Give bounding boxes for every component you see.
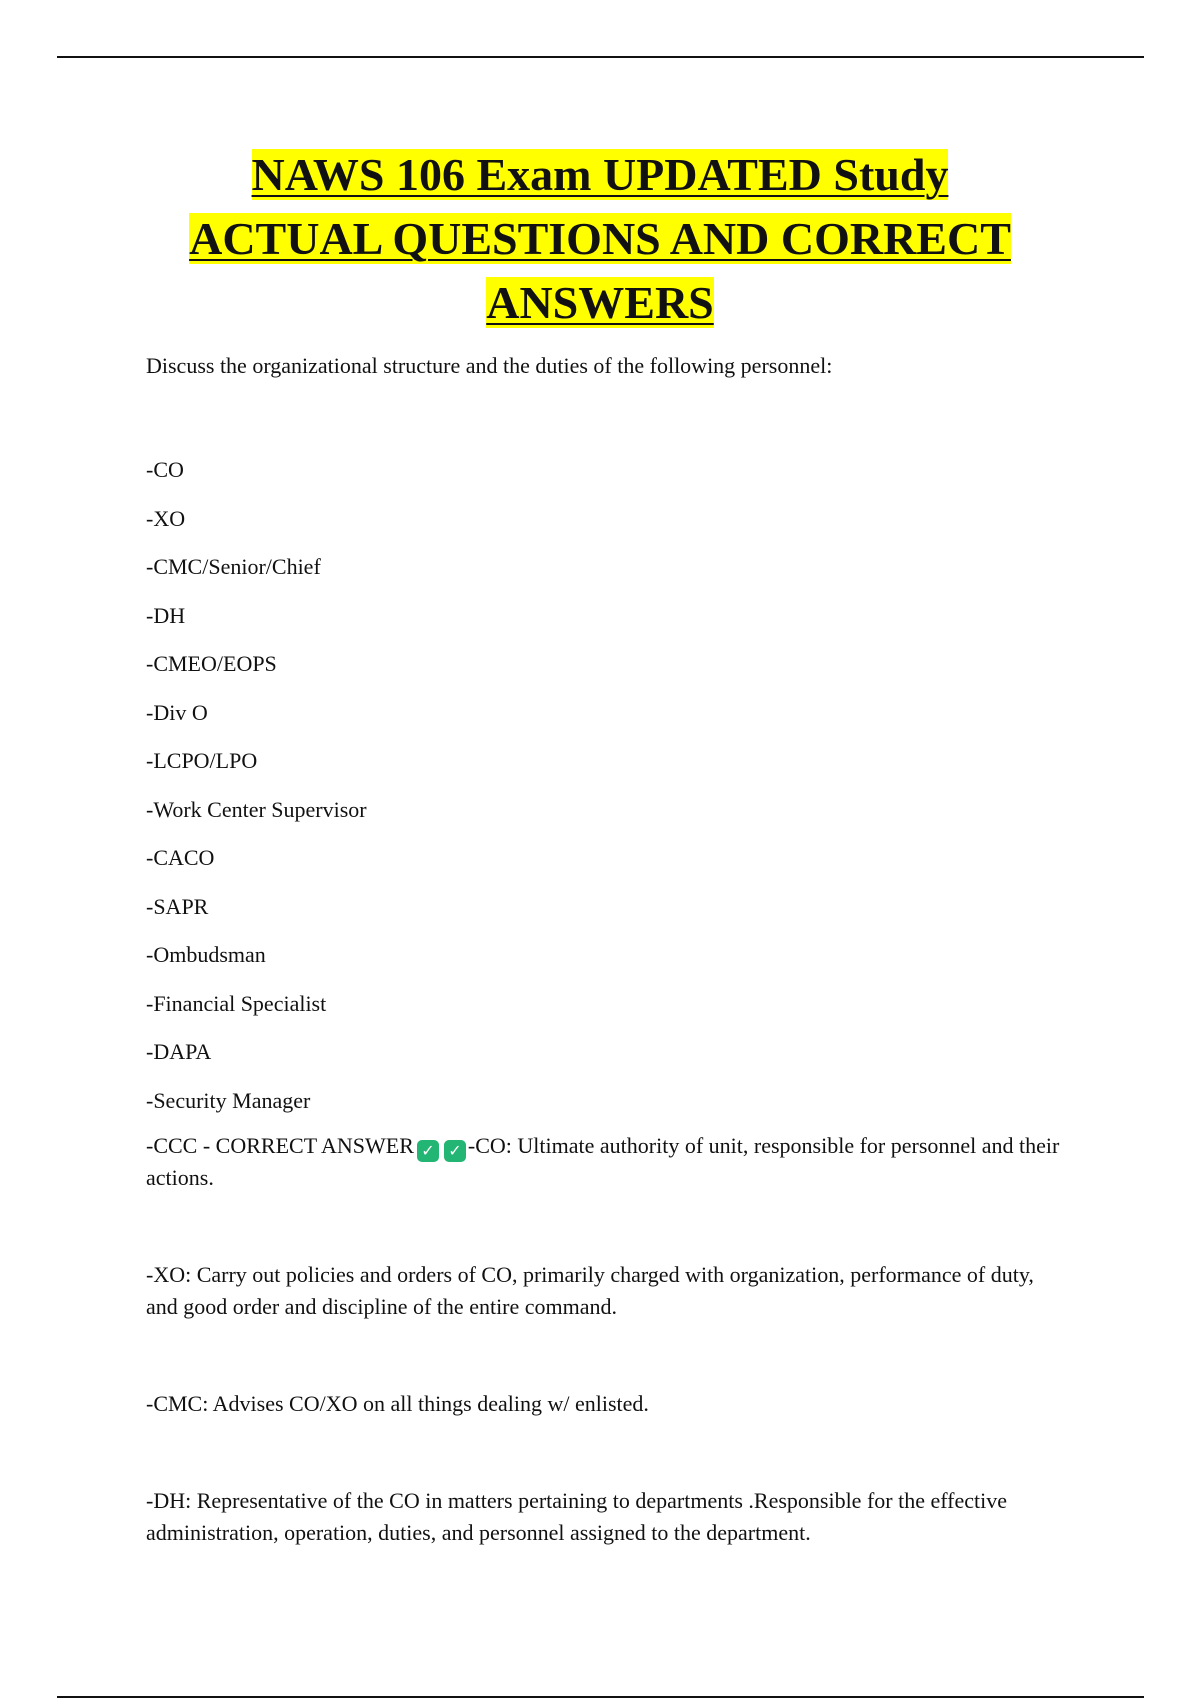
list-item: -CO (146, 457, 184, 482)
answer-text-co: -CO: Ultimate authority of unit, responsible for personnel and their actions. (146, 1133, 1060, 1190)
answer-paragraph-cmc: -CMC: Advises CO/XO on all things dealing w/ enlisted. (146, 1391, 649, 1416)
list-item: -Div O (146, 699, 208, 725)
list-item: -LCPO/LPO (146, 748, 258, 773)
list-item: -CMC/Senior/Chief (146, 554, 321, 579)
personnel-list (146, 454, 1066, 1133)
list-item: -Security Manager (146, 1087, 311, 1113)
list-item: -DAPA (146, 1039, 212, 1064)
title-line-1: NAWS 106 Exam UPDATED Study (251, 149, 949, 200)
list-item: -SAPR (146, 893, 209, 919)
title-line-2: ACTUAL QUESTIONS AND CORRECT (189, 213, 1011, 264)
check-mark-icon: ✓ (417, 1140, 439, 1162)
answer-paragraph-xo: -XO: Carry out policies and orders of CO, primarily charged with organization, performance of duty, and good order and discipline of the entire command. (146, 1262, 1034, 1319)
correct-answer-label: -CCC - CORRECT ANSWER (146, 1133, 414, 1158)
answer-section (146, 1130, 1066, 1614)
top-divider (57, 56, 1144, 58)
list-item: -CACO (146, 845, 215, 870)
list-item: -XO (146, 505, 186, 531)
list-item: -Financial Specialist (146, 990, 327, 1016)
bottom-divider (57, 1696, 1144, 1698)
list-item: -Work Center Supervisor (146, 796, 367, 822)
answer-paragraph-co (146, 1130, 1066, 1194)
list-item: -DH (146, 602, 186, 628)
check-mark-icon: ✓ (444, 1140, 466, 1162)
question-text: Discuss the organizational structure and the duties of the following personnel: (146, 353, 833, 378)
answer-paragraph-dh: -DH: Representative of the CO in matters pertaining to departments .Responsible for the effective administration, operation, duties, and personnel assigned to the department. (146, 1488, 1008, 1545)
document-title (100, 143, 1100, 335)
title-line-3: ANSWERS (486, 277, 714, 328)
list-item: -CMEO/EOPS (146, 651, 277, 676)
document-body (146, 350, 1066, 1545)
list-item: -Ombudsman (146, 942, 266, 967)
